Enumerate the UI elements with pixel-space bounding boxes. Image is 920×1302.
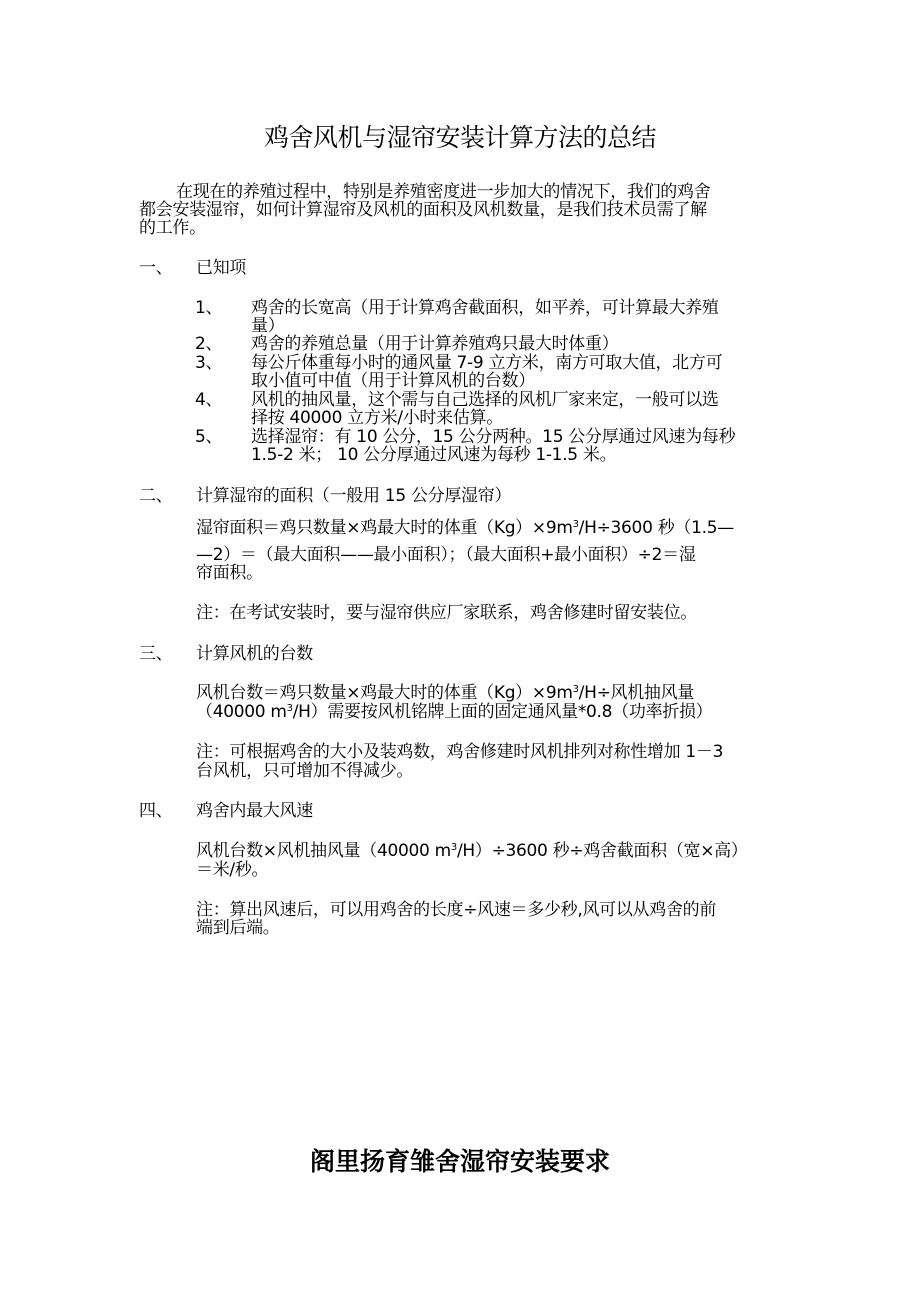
list-item-text: 鸡舍的养殖总量（用于计算养殖鸡只最大时体重） bbox=[251, 334, 619, 354]
list-item-text: 鸡舍的长宽高（用于计算鸡舍截面积，如平养，可计算最大养殖 bbox=[251, 298, 719, 318]
list-item-text: 1.5-2 米； 10 公分厚通过风速为每秒 1-1.5 米。 bbox=[251, 445, 617, 465]
list-item-text: 每公斤体重每小时的通风量 7-9 立方米，南方可取大值，北方可 bbox=[251, 353, 723, 373]
pad-area-formula: 帘面积。 bbox=[196, 563, 263, 583]
section-heading: 计算湿帘的面积（一般用 15 公分厚湿帘） bbox=[196, 486, 512, 506]
intro-line: 都会安装湿帘，如何计算湿帘及风机的面积及风机数量，是我们技术员需了解 bbox=[139, 200, 707, 220]
air-speed-formula: 风机台数×风机抽风量（40000 $m^3/H)\div 3600$ 秒÷鸡舍截面积（宽×高） bbox=[196, 841, 748, 861]
list-item-number: 2、 bbox=[195, 334, 223, 354]
section-heading: 鸡舍内最大风速 bbox=[196, 801, 313, 821]
section-number: 四、 bbox=[139, 801, 173, 821]
section-heading: 已知项 bbox=[196, 258, 247, 278]
section-number: 二、 bbox=[139, 486, 173, 506]
intro-line: 在现在的养殖过程中，特别是养殖密度进一步加大的情况下，我们的鸡舍 bbox=[176, 182, 711, 202]
list-item-text: 选择湿帘：有 10 公分，15 公分两种。15 公分厚通过风速为每秒 bbox=[251, 427, 736, 447]
pad-note: 注：在考试安装时，要与湿帘供应厂家联系，鸡舍修建时留安装位。 bbox=[196, 603, 697, 623]
fan-count-formula: （40000 $m^3/H$）需要按风机铭牌上面的固定通风量*0.8（功率折损） bbox=[196, 702, 713, 722]
fan-note: 台风机，只可增加不得减少。 bbox=[196, 761, 414, 781]
list-item-number: 3、 bbox=[195, 353, 223, 373]
pad-area-formula: —2）＝（最大面积——最小面积）；（最大面积+最小面积）÷2＝湿 bbox=[196, 545, 696, 565]
second-title: 阁里扬育雏舍湿帘安装要求 bbox=[309, 1147, 610, 1176]
page-title: 鸡舍风机与湿帘安装计算方法的总结 bbox=[263, 123, 656, 152]
list-item-number: 1、 bbox=[195, 298, 223, 318]
list-item-text: 取小值可中值（用于计算风机的台数） bbox=[251, 371, 535, 391]
air-speed-note: 端到后端。 bbox=[196, 918, 280, 938]
pad-area-formula: 湿帘面积＝鸡只数量×鸡最大时的体重$(Kg)\times 9m^3/H\div 3600$ 秒（1.5— bbox=[196, 518, 734, 538]
section-number: 三、 bbox=[139, 644, 173, 664]
list-item-number: 4、 bbox=[195, 390, 223, 410]
list-item-text: 量） bbox=[251, 316, 285, 336]
air-speed-note: 注：算出风速后，可以用鸡舍的长度÷风速＝多少秒,风可以从鸡舍的前 bbox=[196, 900, 717, 920]
list-item-number: 5、 bbox=[195, 427, 223, 447]
section-heading: 计算风机的台数 bbox=[196, 644, 313, 664]
list-item-text: 择按 40000 立方米/小时来估算。 bbox=[251, 408, 503, 428]
fan-count-formula: 风机台数＝鸡只数量×鸡最大时的体重$(Kg)\times 9m^3/H\div$风机抽风量 bbox=[196, 683, 695, 703]
section-number: 一、 bbox=[139, 258, 173, 278]
fan-note: 注：可根据鸡舍的大小及装鸡数，鸡舍修建时风机排列对称性增加 1－3 bbox=[196, 742, 724, 762]
air-speed-formula: ＝米/秒。 bbox=[196, 860, 269, 880]
list-item-text: 风机的抽风量，这个需与自己选择的风机厂家来定，一般可以选 bbox=[251, 390, 719, 410]
intro-line: 的工作。 bbox=[139, 218, 206, 238]
